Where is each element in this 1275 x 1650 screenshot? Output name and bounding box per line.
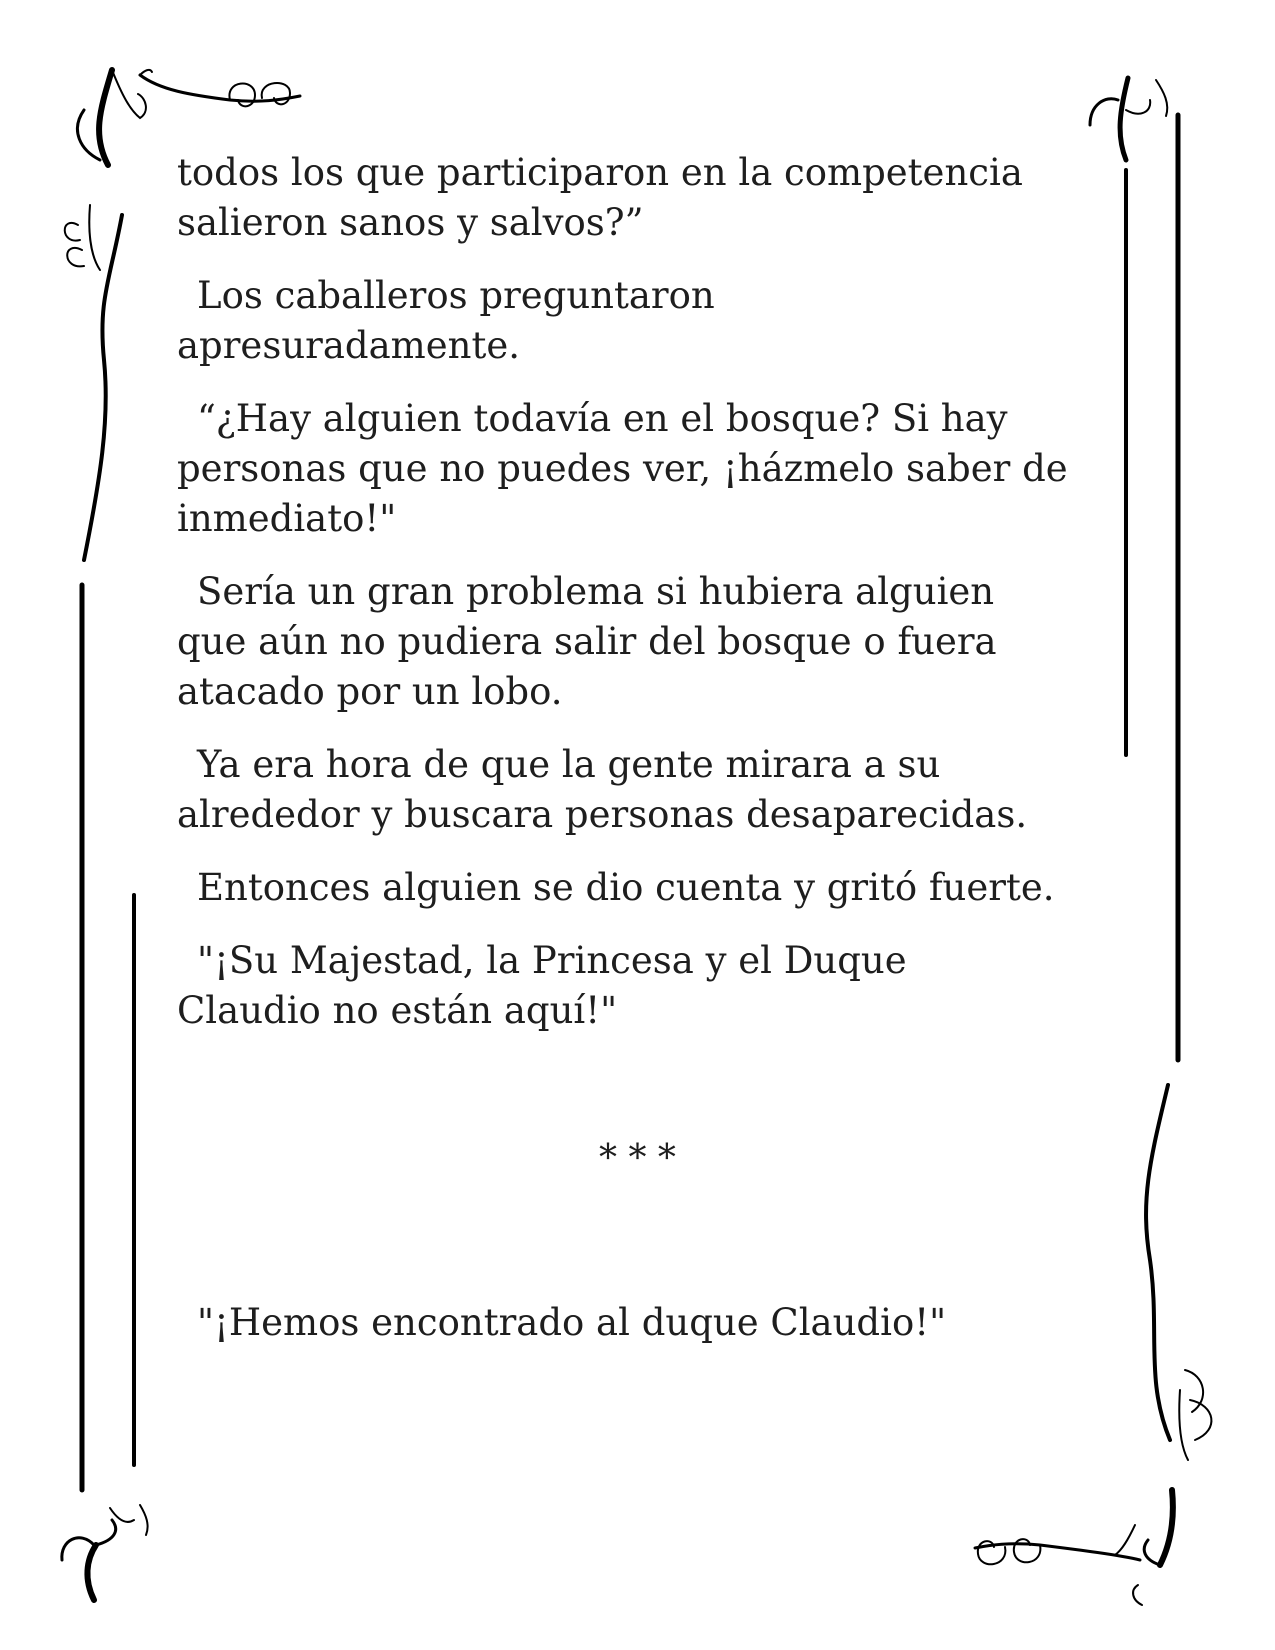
paragraph-3: “¿Hay alguien todavía en el bosque? Si hay personas que no puedes ver, ¡házmelo saber de inmediato!"	[177, 397, 1068, 540]
body-text	[177, 148, 1097, 1059]
paragraph-2: Los caballeros preguntaron apresuradamente.	[177, 274, 715, 367]
paragraph-7: "¡Su Majestad, la Princesa y el Duque Claudio no están aquí!"	[177, 939, 907, 1032]
bottom-left-flourish-icon	[62, 1505, 148, 1600]
top-right-flourish-icon	[1090, 78, 1167, 160]
paragraph-6: Entonces alguien se dio cuenta y gritó fuerte.	[197, 866, 1055, 909]
scene-separator: * * *	[599, 1138, 676, 1179]
closing-paragraph: "¡Hemos encontrado al duque Claudio!"	[197, 1301, 947, 1344]
paragraph-4: Sería un gran problema si hubiera alguien que aún no pudiera salir del bosque o fuera atacado por un lobo.	[177, 570, 997, 713]
paragraph-5: Ya era hora de que la gente mirara a su alrededor y buscara personas desaparecidas.	[177, 743, 1028, 836]
paragraph-1: todos los que participaron en la competencia salieron sanos y salvos?”	[177, 151, 1023, 244]
